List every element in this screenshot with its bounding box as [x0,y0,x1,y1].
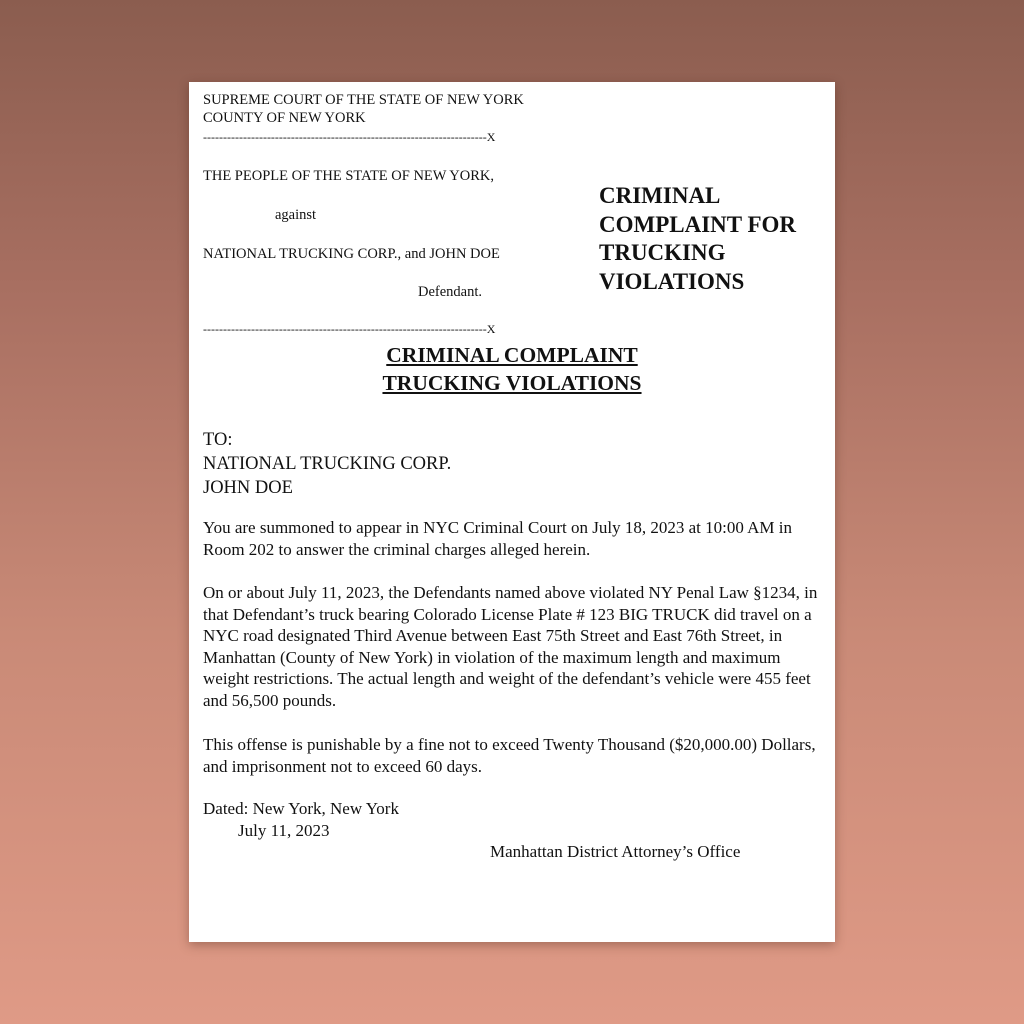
addressee-corporation: NATIONAL TRUCKING CORP. [203,454,452,474]
addressee-individual: JOHN DOE [203,478,293,498]
complaint-document-page [189,82,835,942]
side-title [599,182,824,296]
side-title-line: TRUCKING [599,240,726,265]
defendant-label: Defendant. [418,284,483,300]
side-title-line: CRIMINAL [599,183,721,208]
allegation-paragraph: On or about July 11, 2023, the Defendants named above violated NY Penal Law §1234, in that Defendant’s truck bearing Colorado License Plate # 123 BIG TRUCK did travel on a NYC road designated Third Avenue between East 75th Street and East 76th Street, in Manhattan (County of New York) in violation of the maximum length and maximum weight restrictions. The actual length and weight of the defendant’s vehicle were 455 feet and 56,500 pounds. [203,583,818,710]
document-title [189,341,835,397]
dated-date: July 11, 2023 [238,821,330,840]
caption-divider-top: -----------------------------------------------------------------------X [203,130,496,144]
plaintiff-name: THE PEOPLE OF THE STATE OF NEW YORK, [203,168,494,184]
summons-paragraph: You are summoned to appear in NYC Criminal Court on July 18, 2023 at 10:00 AM in Room 202 to answer the criminal charges alleged herein. [203,518,792,559]
court-name: SUPREME COURT OF THE STATE OF NEW YORK [203,92,524,108]
county-name: COUNTY OF NEW YORK [203,110,366,126]
dated-place: Dated: New York, New York [203,799,399,818]
penalty-paragraph: This offense is punishable by a fine not to exceed Twenty Thousand ($20,000.00) Dollars, and imprisonment not to exceed 60 days. [203,735,816,776]
defendants-names: NATIONAL TRUCKING CORP., and JOHN DOE [203,246,500,262]
to-label: TO: [203,430,233,450]
against-label: against [275,207,317,223]
signature-office: Manhattan District Attorney’s Office [490,842,741,861]
document-title-line: TRUCKING VIOLATIONS [382,371,642,395]
side-title-line: COMPLAINT FOR [599,211,796,237]
side-title-line: VIOLATIONS [599,268,745,294]
addressees [203,428,813,500]
caption-divider-bottom: -----------------------------------------------------------------------X [203,322,496,336]
document-title-line: CRIMINAL COMPLAINT [386,343,638,367]
